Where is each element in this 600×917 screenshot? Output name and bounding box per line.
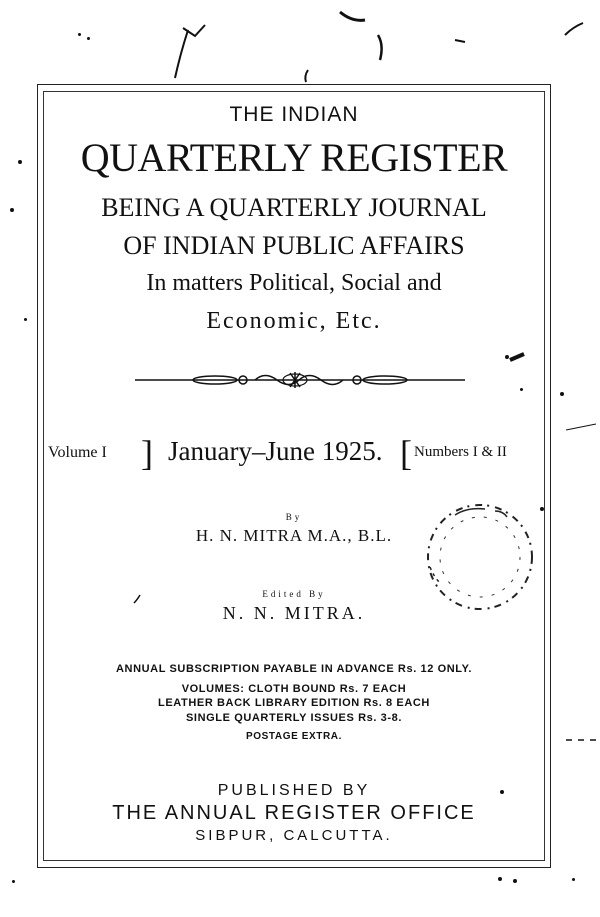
issue-row [48, 432, 542, 472]
publisher-name: THE ANNUAL REGISTER OFFICE [112, 802, 476, 824]
numbers-label: Numbers I & II [414, 444, 507, 460]
publisher-location: SIBPUR, CALCUTTA. [195, 827, 393, 844]
author-name: H. N. MITRA M.A., B.L. [195, 526, 393, 545]
subscription-line-1: ANNUAL SUBSCRIPTION PAYABLE IN ADVANCE Rs. 12 ONLY. [116, 663, 472, 675]
subtitle-line-3: In matters Political, Social and [146, 270, 442, 296]
volume-label: Volume I [48, 444, 107, 461]
bracket-right: [ [400, 433, 412, 473]
title-main: QUARTERLY REGISTER [80, 135, 508, 180]
subtitle-line-1: BEING A QUARTERLY JOURNAL [101, 193, 487, 222]
editor-name: N. N. MITRA. [222, 603, 366, 623]
ornamental-rule-icon [135, 370, 465, 390]
title-line-the-indian: THE INDIAN [229, 103, 359, 126]
subtitle-line-4: Economic, Etc. [206, 308, 382, 334]
published-by-label: PUBLISHED BY [217, 782, 371, 799]
subscription-line-5: POSTAGE EXTRA. [245, 731, 342, 742]
subscription-line-4: SINGLE QUARTERLY ISSUES Rs. 3-8. [185, 712, 403, 724]
issue-date: January–June 1925. [168, 436, 383, 466]
subtitle-line-2: OF INDIAN PUBLIC AFFAIRS [123, 231, 465, 260]
by-label: By [285, 512, 303, 522]
edited-by-label: Edited By [262, 589, 326, 599]
subscription-line-3: LEATHER BACK LIBRARY EDITION Rs. 8 EACH [158, 697, 430, 709]
subscription-line-2: VOLUMES: CLOTH BOUND Rs. 7 EACH [181, 683, 407, 695]
bracket-left: ] [141, 433, 153, 473]
